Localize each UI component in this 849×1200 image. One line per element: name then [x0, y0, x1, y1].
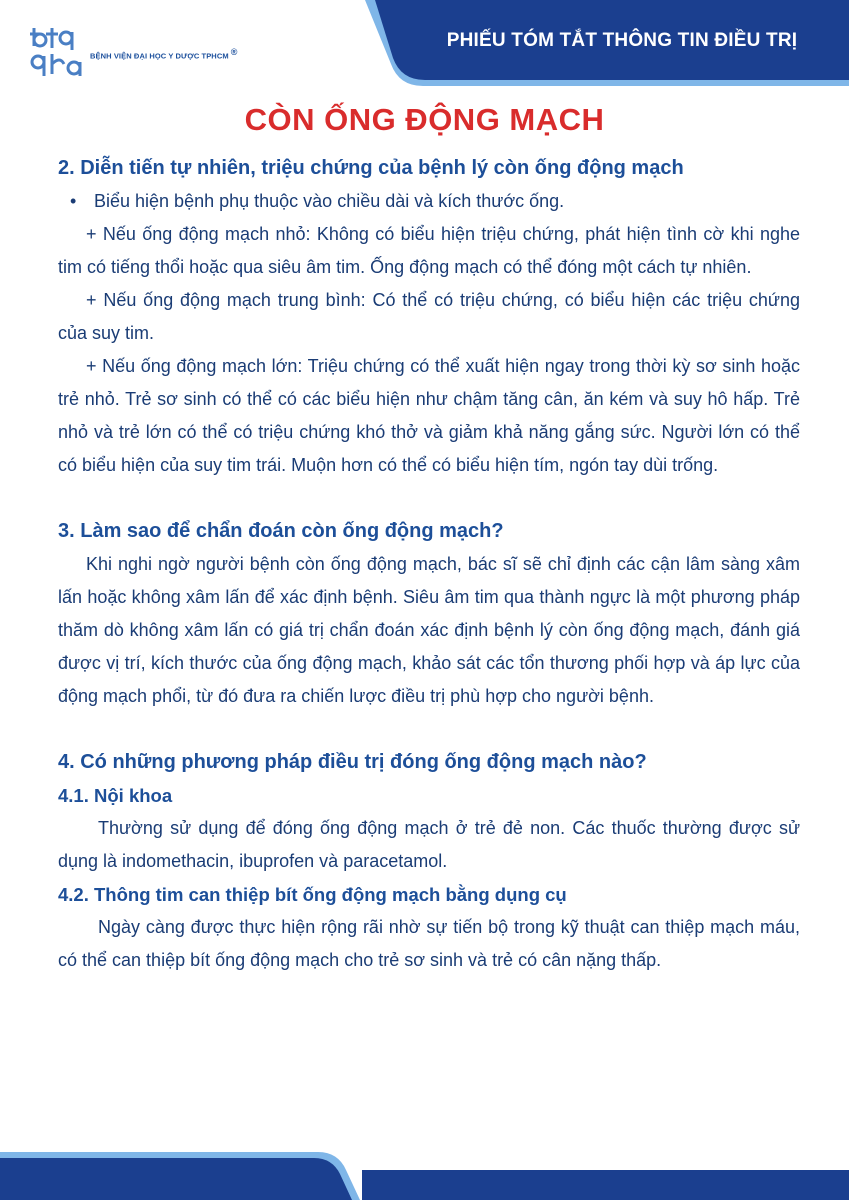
- section-3-heading: 3. Làm sao để chẩn đoán còn ống động mạch?: [58, 520, 504, 542]
- section-4-2-paragraph: Ngày càng được thực hiện rộng rãi nhờ sự tiến bộ trong kỹ thuật can thiệp mạch máu, có thể can thiệp bít ống động mạch cho trẻ sơ sinh và trẻ có cân nặng thấp.: [58, 917, 800, 970]
- hospital-logo: [30, 24, 237, 80]
- document-body: [58, 152, 800, 977]
- large-duct-paragraph: + Nếu ống động mạch lớn: Triệu chứng có thể xuất hiện ngay trong thời kỳ sơ sinh hoặc trẻ nhỏ. Trẻ sơ sinh có thể có các biểu hiện như chậm tăng cân, ăn kém và suy hô hấp. Trẻ nhỏ và trẻ lớn có thể có triệu chứng khó thở và giảm khả năng gắng sức. Người lớn có thể có biểu hiện của suy tim trái. Muộn hơn có thể có biểu hiện tím, ngón tay dùi trống.: [58, 356, 800, 475]
- footer-band: [0, 1148, 849, 1200]
- banner-title: PHIẾU TÓM TẮT THÔNG TIN ĐIỀU TRỊ: [446, 30, 798, 51]
- medium-duct-paragraph: + Nếu ống động mạch trung bình: Có thể có triệu chứng, có biểu hiện các triệu chứng của suy tim.: [58, 290, 800, 343]
- header-banner: [365, 0, 849, 86]
- section-4-1-paragraph: Thường sử dụng để đóng ống động mạch ở trẻ đẻ non. Các thuốc thường được sử dụng là indomethacin, ibuprofen và paracetamol.: [58, 818, 800, 871]
- section-2-bullet: [58, 185, 800, 218]
- logo-registered-mark: ®: [230, 47, 238, 58]
- logo-mark-icon: [30, 24, 86, 80]
- small-duct-paragraph: + Nếu ống động mạch nhỏ: Không có biểu hiện triệu chứng, phát hiện tình cờ khi nghe tim có tiếng thổi hoặc qua siêu âm tim. Ống động mạch có thể đóng một cách tự nhiên.: [58, 224, 800, 277]
- section-3-paragraph: Khi nghi ngờ người bệnh còn ống động mạch, bác sĩ sẽ chỉ định các cận lâm sàng xâm lấn hoặc không xâm lấn để xác định bệnh. Siêu âm tim qua thành ngực là một phương pháp thăm dò không xâm lấn có giá trị chẩn đoán xác định bệnh lý còn ống động mạch, đánh giá được vị trí, kích thước của ống động mạch, khảo sát các tổn thương phối hợp và áp lực của động mạch phổi, từ đó đưa ra chiến lược điều trị phù hợp cho người bệnh.: [58, 554, 800, 706]
- document-title: CÒN ỐNG ĐỘNG MẠCH: [244, 102, 605, 137]
- section-4-heading: 4. Có những phương pháp điều trị đóng ống động mạch nào?: [58, 751, 647, 773]
- section-4-1-heading: 4.1. Nội khoa: [58, 785, 173, 806]
- bullet-icon: •: [70, 191, 77, 211]
- section-4-2-heading: 4.2. Thông tim can thiệp bít ống động mạch bằng dụng cụ: [58, 884, 567, 905]
- section-2-heading: 2. Diễn tiến tự nhiên, triệu chứng của bệnh lý còn ống động mạch: [58, 157, 684, 179]
- bullet-text: Biểu hiện bệnh phụ thuộc vào chiều dài và kích thước ống.: [94, 191, 565, 211]
- logo-text: BỆNH VIỆN ĐẠI HỌC Y DƯỢC TPHCM ®: [90, 47, 238, 61]
